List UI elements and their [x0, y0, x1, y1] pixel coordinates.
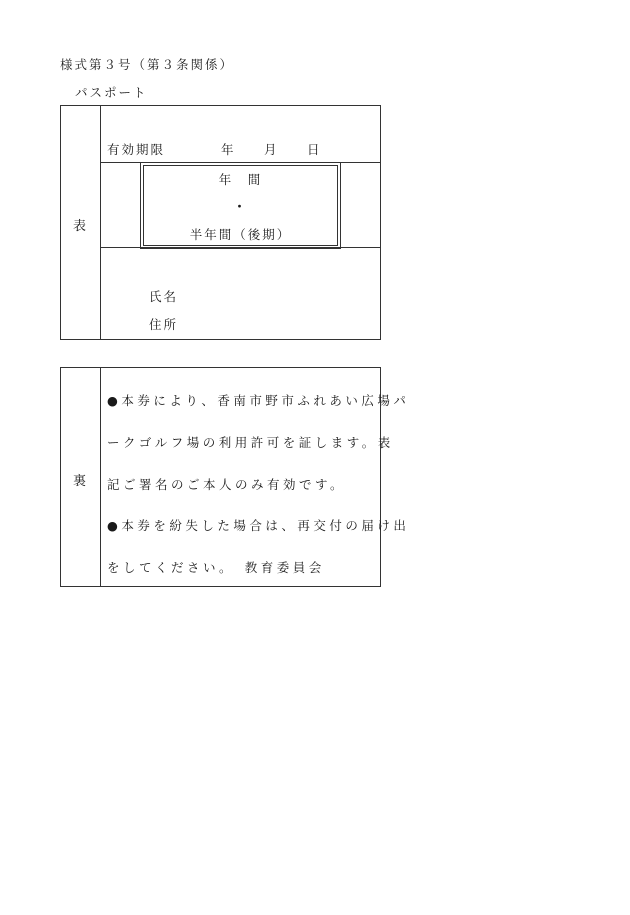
- expiry-month-label: 月: [264, 142, 279, 157]
- back-notice-line: をしてください。 教育委員会: [107, 560, 325, 575]
- period-annual: 年 間: [218, 172, 263, 187]
- holder-name-label: 氏名: [149, 289, 179, 304]
- back-notice-line: ●本券により、香南市野市ふれあい広場パ: [107, 393, 410, 408]
- form-number-title: 様式第３号（第３条関係）: [60, 57, 235, 72]
- back-notice-line: ークゴルフ場の利用許可を証します。表: [107, 435, 394, 450]
- front-side-divider: [100, 105, 101, 340]
- back-notice-line: ●本券を紛失した場合は、再交付の届け出: [107, 518, 410, 533]
- passport-subtitle: パスポート: [75, 85, 148, 100]
- expiry-year-label: 年: [221, 142, 236, 157]
- expiry-label: 有効期限: [107, 142, 166, 157]
- front-side-label: 表: [73, 219, 87, 234]
- holder-address-label: 住所: [149, 317, 179, 332]
- expiry-day-label: 日: [307, 142, 322, 157]
- period-separator: ・: [233, 199, 248, 214]
- period-half-year: 半年間（後期）: [189, 227, 292, 242]
- back-notice-line: 記ご署名のご本人のみ有効です。: [107, 477, 347, 492]
- back-side-label: 裏: [73, 474, 87, 489]
- back-side-divider: [100, 367, 101, 587]
